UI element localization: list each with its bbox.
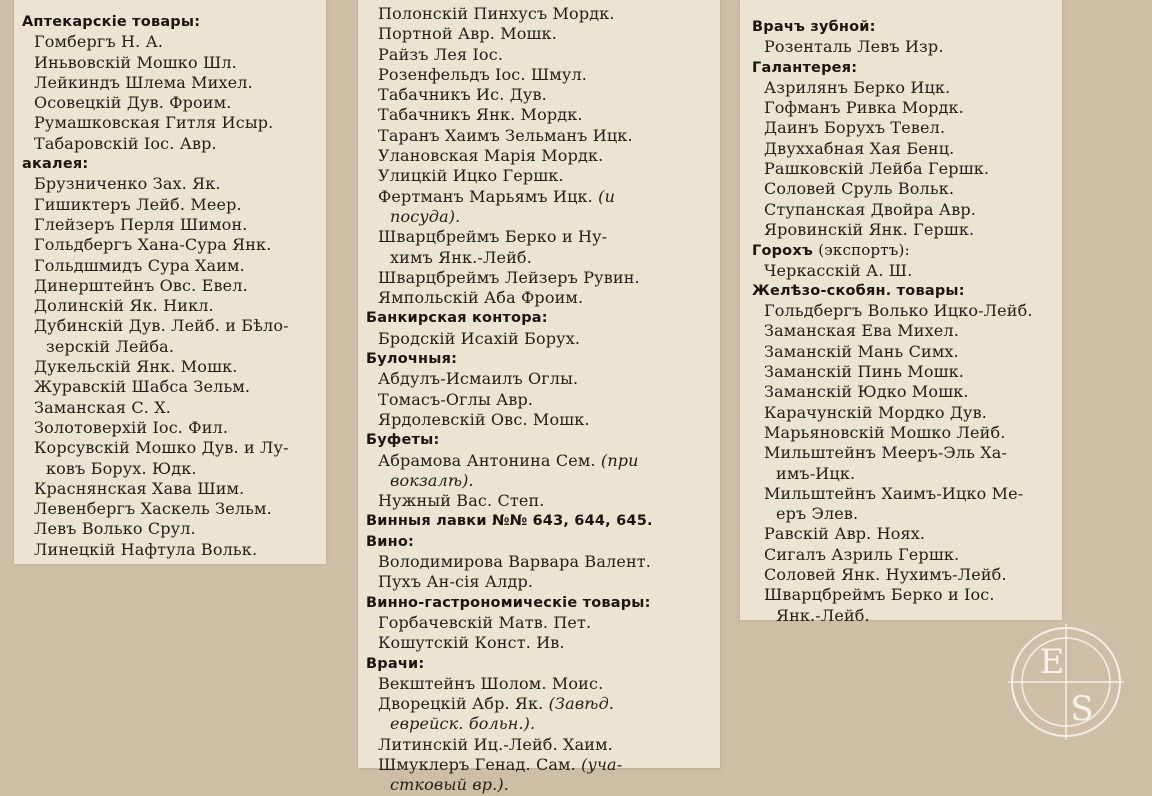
listing-entry [22,479,326,499]
line-text: химъ Янк.-Лейб. [390,247,532,267]
listing-entry [366,187,720,207]
section-heading [22,12,326,32]
listing-entry [366,85,720,105]
line-text: ковъ Борух. Юдк. [46,458,197,478]
entry-continuation [22,337,326,357]
listing-entry [366,674,720,694]
listing-entry [22,398,326,418]
listing-entry [752,362,1062,382]
line-text: Заманскій Юдко Мошк. [764,382,969,402]
listing-entry [752,565,1062,585]
line-text: Линецкій Нафтула Вольк. [34,539,258,559]
line-note: (экспортъ): [818,241,910,260]
line-text: Гольдбергъ Волько Ицко-Лейб. [764,301,1033,321]
line-text: Рашковскій Лейба Гершк. [764,159,990,179]
listing-entry [22,519,326,539]
listing-entry [366,410,720,430]
entry-continuation [366,714,720,734]
line-text: Нужный Вас. Степ. [378,491,545,511]
line-text: Заманская С. Х. [34,397,171,417]
listing-entry [752,403,1062,423]
listing-entry [752,382,1062,402]
line-text: Левъ Волько Срул. [34,519,196,539]
stamp-letter-s: S [1070,689,1094,729]
line-text: Абрамова Антонина Сем. [378,450,596,470]
listing-entry [752,484,1062,504]
line-text: Шварцбреймъ Лейзеръ Рувин. [378,267,640,287]
line-text: Галантерея: [752,59,858,76]
line-text: Фертманъ Марьямъ Ицк. [378,186,593,206]
line-text: Дворецкій Абр. Як. [378,694,544,714]
line-text: Улановская Марія Мордк. [378,146,604,166]
line-text: Гишиктеръ Лейб. Меер. [34,194,242,214]
line-text: Володимирова Варвара Валент. [378,552,652,572]
listing-entry [752,78,1062,98]
line-text: Булочныя: [366,351,458,368]
line-text: Табачникъ Ис. Дув. [378,85,547,105]
line-text: Равскій Авр. Ноях. [764,524,926,544]
line-text: Желѣзо-скобян. товары: [752,282,965,299]
line-text: Кошутскій Конст. Ив. [378,633,565,653]
listing-entry [752,37,1062,57]
line-text: Краснянская Хава Шим. [34,478,245,498]
listing-entry [752,524,1062,544]
section-heading [366,532,720,552]
listing-entry [752,443,1062,463]
line-text: Абдулъ-Исмаилъ Оглы. [378,369,579,389]
listing-entry [22,113,326,133]
line-text: Дукельскій Янк. Мошк. [34,357,238,377]
listing-entry [752,545,1062,565]
line-text: Таранъ Хаимъ Зельманъ Ицк. [378,125,633,145]
listing-entry [752,261,1062,281]
listing-entry [752,200,1062,220]
entry-continuation [366,248,720,268]
line-note: (и [598,186,616,206]
listing-entry [752,159,1062,179]
line-text: Врачъ зубной: [752,19,876,35]
listing-entry [22,32,326,52]
listing-entry [366,552,720,572]
line-text: Заманская Ева Михел. [764,321,959,341]
line-note: (уча- [581,754,623,774]
line-text: Горбачевскій Матв. Пет. [378,612,592,632]
listing-entry [366,694,720,714]
listing-entry [366,288,720,308]
listing-entry [752,301,1062,321]
listing-entry [22,377,326,397]
line-text: Винныя лавки №№ 643, 644, 645. [366,513,653,530]
section-heading [752,58,1062,78]
entry-continuation [752,606,1062,626]
listing-entry [22,134,326,154]
line-text: Гольдбергъ Хана-Сура Янк. [34,235,272,255]
line-text: Улицкій Ицко Гершк. [378,166,564,186]
section-heading [366,654,720,674]
directory-column-3 [740,0,1062,625]
line-note: еврейск. больн.). [390,714,536,734]
section-heading [752,240,1062,260]
line-text: Ступанская Двойра Авр. [764,199,976,219]
line-text: Шварцбреймъ Берко и Іос. [764,585,995,605]
entry-continuation [752,504,1062,524]
es-watermark-logo [1008,624,1124,740]
line-text: Журавскій Шабса Зельм. [34,377,251,397]
line-text: Черкасскій А. Ш. [764,260,913,280]
listing-entry [366,491,720,511]
listing-entry [366,755,720,775]
line-text: Шварцбреймъ Берко и Ну- [378,227,608,247]
line-text: Пухъ Ан-сія Алдр. [378,572,534,592]
column-content [740,17,1062,626]
entry-continuation [752,464,1062,484]
line-text: Ярдолевскій Овс. Мошк. [378,409,590,429]
line-text: Румашковская Гитля Исыр. [34,113,274,133]
line-text: Вино: [366,533,414,550]
listing-entry [22,316,326,336]
section-heading [752,17,1062,37]
line-text: Глейзеръ Перля Шимон. [34,214,248,234]
listing-entry [366,24,720,44]
listing-entry [22,418,326,438]
line-text: Сигалъ Азриль Гершк. [764,544,960,564]
listing-entry [366,65,720,85]
line-text: Иньвовскій Мошко Шл. [34,52,237,72]
listing-entry [366,227,720,247]
listing-entry [366,572,720,592]
directory-column-2 [358,0,720,795]
listing-entry [752,118,1062,138]
line-text: зерскій Лейба. [46,336,175,356]
listing-entry [366,329,720,349]
line-text: Аптекарскіе товары: [22,14,201,30]
section-heading [366,308,720,328]
line-text: Розенфельдъ Іос. Шмул. [378,64,587,84]
line-text: Винно-гастрономическіе товары: [366,594,651,611]
listing-entry [22,357,326,377]
line-text: Полонскій Пинхусъ Мордк. [378,4,615,23]
section-heading [366,511,720,531]
directory-column-1 [14,0,326,564]
line-text: Заманскій Пинь Мошк. [764,362,965,382]
line-text: Гольдшмидъ Сура Хаим. [34,255,245,275]
line-text: Долинскій Як. Никл. [34,296,214,316]
listing-entry [752,423,1062,443]
listing-entry [22,93,326,113]
line-text: Горохъ [752,243,813,260]
listing-entry [22,256,326,276]
line-note: стковый вр.). [390,775,509,795]
listing-entry [22,73,326,93]
listing-entry [752,220,1062,240]
line-text: имъ-Ицк. [776,463,856,483]
section-heading [22,154,326,174]
listing-entry [366,126,720,146]
listing-entry [366,166,720,186]
listing-entry [22,174,326,194]
listing-entry [752,139,1062,159]
line-text: Табачникъ Янк. Мордк. [378,105,583,125]
listing-entry [22,540,326,560]
listing-entry [22,53,326,73]
listing-entry [366,390,720,410]
line-text: еръ Элев. [776,504,859,524]
section-heading [752,281,1062,301]
line-text: Корсувскій Мошко Дув. и Лу- [34,438,289,458]
line-text: Шмуклеръ Генад. Сам. [378,754,576,774]
listing-entry [366,613,720,633]
listing-entry [22,499,326,519]
column-content [358,4,720,796]
line-text: Лейкиндъ Шлема Михел. [34,72,253,92]
listing-entry [22,276,326,296]
section-heading [366,349,720,369]
listing-entry [366,105,720,125]
line-text: Гофманъ Ривка Мордк. [764,98,964,118]
line-note: вокзалѣ). [390,470,474,490]
line-text: Томасъ-Оглы Авр. [378,389,534,409]
listing-entry [366,4,720,24]
entry-continuation [366,207,720,227]
line-text: Соловей Сруль Вольк. [764,179,955,199]
line-text: Литинскій Иц.-Лейб. Хаим. [378,734,613,754]
listing-entry [752,98,1062,118]
stamp-letter-e: E [1039,642,1065,682]
listing-entry [22,296,326,316]
line-text: Золотоверхій Іос. Фил. [34,417,229,437]
line-text: Яровинскій Янк. Гершк. [764,219,975,239]
listing-entry [752,179,1062,199]
line-text: Левенбергъ Хаскель Зельм. [34,499,272,519]
entry-continuation [22,459,326,479]
listing-entry [22,215,326,235]
line-text: Гомбергъ Н. А. [34,32,164,52]
line-text: Розенталь Левъ Изр. [764,37,944,57]
listing-entry [366,45,720,65]
listing-entry [366,146,720,166]
line-text: Мильштейнъ Мееръ-Эль Ха- [764,443,1007,463]
line-text: Банкирская контора: [366,310,548,327]
line-text: Даинъ Борухъ Тевел. [764,118,946,138]
line-text: Буфеты: [366,432,440,449]
listing-entry [22,235,326,255]
listing-entry [752,585,1062,605]
line-text: Ямпольскій Аба Фроим. [378,288,584,308]
column-content [14,12,326,560]
listing-entry [366,451,720,471]
section-heading [366,430,720,450]
line-text: Врачи: [366,655,425,672]
line-text: Бродскій Исахій Борух. [378,328,581,348]
line-note: (Завѣд. [548,694,615,714]
entry-continuation [366,471,720,491]
line-text: Осовецкій Дув. Фроим. [34,93,232,113]
line-text: Табаровскій Іос. Авр. [34,133,217,153]
line-text: Мильштейнъ Хаимъ-Ицко Ме- [764,483,1024,503]
line-text: Марьяновскій Мошко Лейб. [764,422,1006,442]
listing-entry [366,369,720,389]
entry-continuation [366,775,720,795]
line-text: Соловей Янк. Нухимъ-Лейб. [764,565,1007,585]
line-text: Дубинскій Дув. Лейб. и Бѣло- [34,316,289,336]
line-text: Заманскій Мань Симх. [764,341,959,361]
line-text: Янк.-Лейб. [776,605,870,625]
line-text: Двуххабная Хая Бенц. [764,138,955,158]
listing-entry [22,438,326,458]
section-heading [366,593,720,613]
line-text: Векштейнъ Шолом. Моис. [378,673,604,693]
line-text: Динерштейнъ Овс. Евел. [34,275,248,295]
listing-entry [752,321,1062,341]
line-text: Райзъ Лея Іос. [378,44,504,64]
line-text: Карачунскій Мордко Дув. [764,402,987,422]
line-text: Портной Авр. Мошк. [378,24,557,44]
line-text: Азрилянъ Берко Ицк. [764,77,951,97]
line-note: посуда). [390,206,461,226]
listing-entry [366,633,720,653]
listing-entry [752,342,1062,362]
listing-entry [366,268,720,288]
line-text: Брузниченко Зах. Як. [34,174,221,194]
line-text: акалея: [22,156,89,173]
listing-entry [22,195,326,215]
line-note: (при [600,450,639,470]
listing-entry [366,735,720,755]
